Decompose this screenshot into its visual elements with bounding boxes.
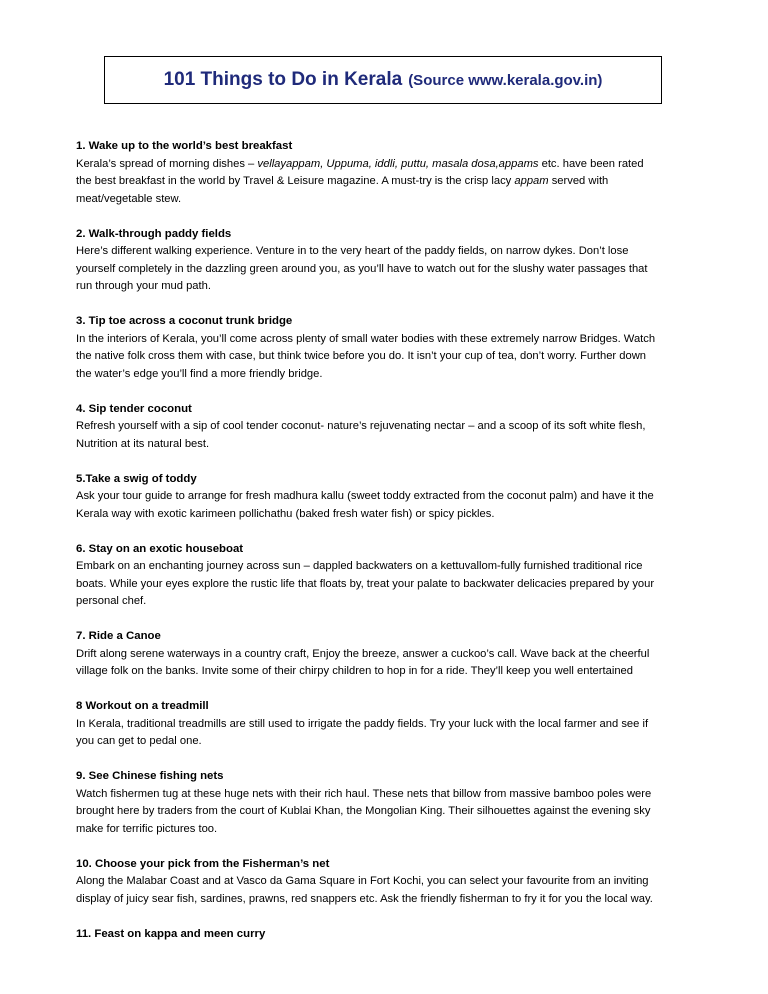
text-run: Refresh yourself with a sip of cool tender coconut- nature’s rejuvenating nectar – and a scoop of its soft white flesh, — [76, 420, 646, 432]
text-run: In Kerala, traditional treadmills are still used to irrigate the paddy fields. Try your luck with the local farmer and see if — [76, 717, 649, 730]
text-run: Embark on an enchanting journey across sun – dappled backwaters on a kettuvallom-fully furnished traditional rice — [76, 560, 643, 572]
description-line — [76, 506, 696, 524]
text-run: the best breakfast in the world by Travel & Leisure magazine. A must-try is the crisp lacy — [76, 175, 515, 187]
description-line — [76, 786, 696, 804]
text-run: yourself completely in the dazzling green around you, as you’ll have to watch out for the slushy water passages that — [76, 262, 648, 275]
list-item — [76, 226, 696, 296]
item-description — [76, 418, 696, 453]
text-run: display of juicy sear fish, sardines, prawns, red snappers etc. Ask the friendly fisherman to fry it for you the local way. — [76, 892, 653, 905]
text-run: personal chef. — [76, 595, 147, 607]
item-heading: 10. Choose your pick from the Fisherman’s net — [76, 857, 330, 870]
list-item — [76, 138, 696, 208]
text-run: Here’s different walking experience. Venture in to the very heart of the paddy fields, on narrow dykes. Don’t lose — [76, 245, 629, 257]
text-run: Ask your tour guide to arrange for fresh madhura kallu (sweet toddy extracted from the coconut palm) and have it the — [76, 490, 654, 502]
item-heading: 9. See Chinese fishing nets — [76, 770, 224, 782]
description-line — [76, 576, 696, 594]
text-run: run through your mud path. — [76, 280, 211, 292]
item-heading: 8 Workout on a treadmill — [76, 700, 209, 712]
item-description — [76, 646, 696, 681]
text-run: make for terrific pictures too. — [76, 822, 218, 835]
text-run: Drift along serene waterways in a country craft, Enjoy the breeze, answer a cuckoo’s call. Wave back at the cheerful — [76, 647, 650, 660]
text-run: served with — [548, 175, 609, 187]
text-run: the water’s edge you’ll find a more friendly bridge. — [76, 367, 323, 380]
description-line — [76, 891, 696, 909]
document-title-box — [104, 56, 662, 104]
text-run: the native folk cross them with case, but think twice before you do. It isn’t your cup of tea, don’t worry. Further down — [76, 350, 647, 362]
description-line — [76, 278, 696, 296]
description-line — [76, 593, 696, 611]
list-item — [76, 471, 696, 524]
item-description — [76, 716, 696, 751]
description-line — [76, 173, 696, 191]
item-heading: 5.Take a swig of toddy — [76, 472, 197, 485]
description-line — [76, 331, 696, 349]
description-line — [76, 348, 696, 366]
item-description — [76, 331, 696, 384]
item-description — [76, 156, 696, 209]
text-run: Kerala’s spread of morning dishes – — [76, 157, 258, 170]
list-item — [76, 698, 696, 751]
item-description — [76, 786, 696, 839]
item-heading: 11. Feast on kappa and meen curry — [76, 927, 266, 940]
item-heading: 4. Sip tender coconut — [76, 402, 192, 415]
text-run: Watch fishermen tug at these huge nets with their rich haul. These nets that billow from massive bamboo poles were — [76, 787, 652, 800]
description-line — [76, 803, 696, 821]
item-heading: 1. Wake up to the world’s best breakfast — [76, 140, 293, 152]
item-heading: 2. Walk-through paddy fields — [76, 227, 232, 240]
description-line — [76, 436, 696, 454]
item-heading: 7. Ride a Canoe — [76, 630, 161, 642]
text-run: etc. have been rated — [538, 157, 644, 170]
description-line — [76, 156, 696, 174]
description-line — [76, 558, 696, 576]
text-run: village folk on the banks. Invite some of their chirpy children to hop in for a ride. They’ll keep you well entertained — [76, 665, 633, 677]
text-run: Nutrition at its natural best. — [76, 437, 210, 450]
item-heading: 6. Stay on an exotic houseboat — [76, 542, 244, 555]
description-line — [76, 418, 696, 436]
list-item — [76, 768, 696, 838]
text-run: Along the Malabar Coast and at Vasco da Gama Square in Fort Kochi, you can select your favourite from an inviting — [76, 875, 649, 887]
item-description — [76, 488, 696, 523]
document-source: (Source www.kerala.gov.in) — [408, 71, 603, 89]
document-title: 101 Things to Do in Kerala — [163, 69, 403, 90]
description-line — [76, 646, 696, 664]
description-line — [76, 716, 696, 734]
list-item — [76, 541, 696, 611]
text-run: you can get to pedal one. — [76, 735, 202, 747]
list-item — [76, 926, 696, 944]
text-run: In the interiors of Kerala, you’ll come across plenty of small water bodies with these extremely narrow Bridges. Watch — [76, 332, 656, 345]
list-item — [76, 628, 696, 681]
item-description — [76, 558, 696, 611]
description-line — [76, 488, 696, 506]
description-line — [76, 191, 696, 209]
item-heading: 3. Tip toe across a coconut trunk bridge — [76, 315, 293, 327]
list-item — [76, 401, 696, 454]
item-description — [76, 873, 696, 908]
description-line — [76, 366, 696, 384]
italic-text: appam — [514, 175, 549, 187]
text-run: meat/vegetable stew. — [76, 192, 182, 205]
description-line — [76, 733, 696, 751]
description-line — [76, 873, 696, 891]
text-run: brought here by traders from the court of Kublai Khan, the Mongolian King. Their silhouettes against the evening sky — [76, 805, 651, 817]
item-list — [76, 138, 696, 961]
text-run: boats. While your eyes explore the rustic life that floats by, treat your palate to backwater delicacies prepared by your — [76, 577, 655, 590]
list-item — [76, 856, 696, 909]
item-description — [76, 243, 696, 296]
description-line — [76, 663, 696, 681]
italic-text: vellayappam, Uppuma, iddli, puttu, masala dosa,appams — [257, 157, 539, 170]
description-line — [76, 261, 696, 279]
text-run: Kerala way with exotic karimeen pollichathu (baked fresh water fish) or spicy pickles. — [76, 507, 495, 520]
description-line — [76, 821, 696, 839]
description-line — [76, 243, 696, 261]
list-item — [76, 313, 696, 383]
